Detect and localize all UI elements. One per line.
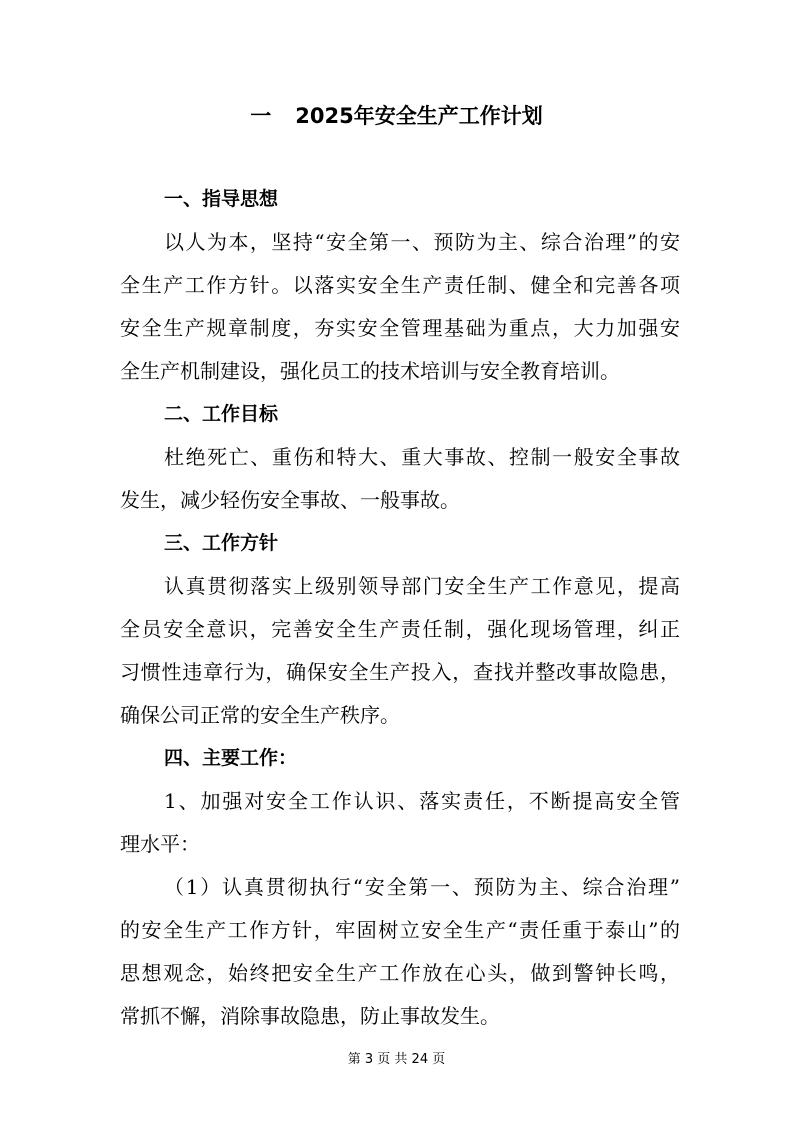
paragraph-line: 安全生产规章制度，夯实安全管理基础为重点，大力加强安 bbox=[120, 316, 680, 340]
paragraph-line: 发生，减少轻伤安全事故、一般事故。 bbox=[120, 488, 460, 512]
page-number-footer: 第 3 页 共 24 页 bbox=[347, 1052, 446, 1067]
paragraph-line: 全生产机制建设，强化员工的技术培训与安全教育培训。 bbox=[120, 359, 620, 383]
section-heading: 一、指导思想 bbox=[164, 188, 279, 210]
paragraph-line: 的安全生产工作方针，牢固树立安全生产“责任重于泰山”的 bbox=[120, 918, 680, 942]
document-title bbox=[0, 100, 793, 130]
paragraph-line: 常抓不懈，消除事故隐患，防止事故发生。 bbox=[120, 1004, 500, 1028]
section-heading: 三、工作方针 bbox=[164, 532, 279, 554]
paragraph-line: 认真贯彻落实上级别领导部门安全生产工作意见，提高 bbox=[164, 574, 680, 598]
paragraph-line: 全生产工作方针。以落实安全生产责任制、健全和完善各项 bbox=[120, 273, 680, 297]
section-heading: 二、工作目标 bbox=[164, 403, 279, 425]
title-text: 2025年安全生产工作计划 bbox=[295, 104, 543, 128]
paragraph-line: 以人为本，坚持“安全第一、预防为主、综合治理”的安 bbox=[164, 230, 680, 254]
title-dash: 一 bbox=[250, 104, 272, 128]
paragraph-line: 杜绝死亡、重伤和特大、重大事故、控制一般安全事故 bbox=[164, 445, 680, 469]
section-heading: 四、主要工作： bbox=[164, 747, 298, 769]
paragraph-line: （1）认真贯彻执行“安全第一、预防为主、综合治理” bbox=[164, 875, 680, 899]
paragraph-line: 1、加强对安全工作认识、落实责任，不断提高安全管 bbox=[164, 789, 680, 813]
paragraph-line: 理水平： bbox=[120, 832, 200, 856]
paragraph-line: 确保公司正常的安全生产秩序。 bbox=[120, 703, 400, 727]
paragraph-line: 习惯性违章行为，确保安全生产投入，查找并整改事故隐患， bbox=[120, 660, 680, 684]
paragraph-line: 全员安全意识，完善安全生产责任制，强化现场管理，纠正 bbox=[120, 617, 680, 641]
document-body bbox=[120, 178, 680, 1038]
paragraph-line: 思想观念，始终把安全生产工作放在心头，做到警钟长鸣， bbox=[120, 961, 680, 985]
